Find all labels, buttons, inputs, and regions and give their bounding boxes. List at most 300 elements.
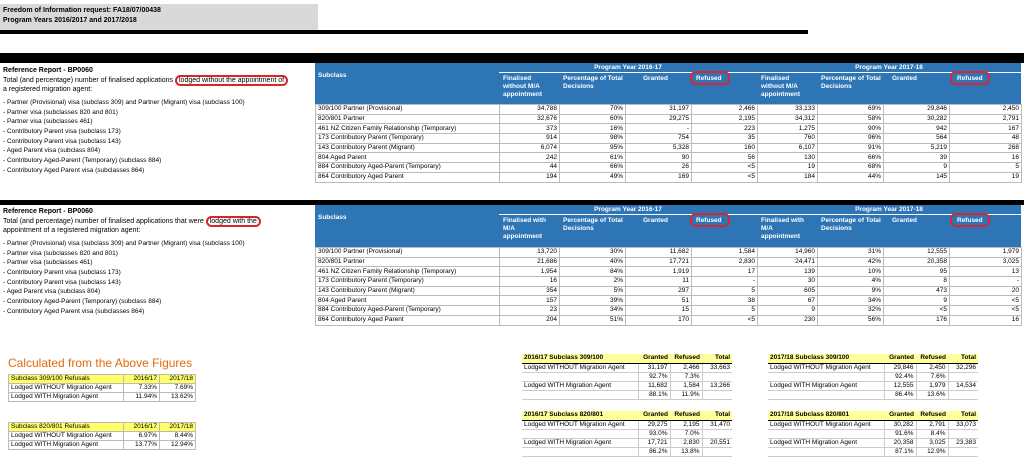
- value-cell: 95: [884, 267, 950, 277]
- foi-header: [0, 4, 318, 30]
- value-cell: 5: [950, 163, 1022, 173]
- report2-col-finalised-2: Finalised with M/A appointment: [761, 217, 804, 240]
- calc-label: Lodged WITH Migration Agent: [9, 441, 124, 450]
- summary-header-cell: Total: [948, 354, 978, 363]
- report2-col-finalised-1: Finalised with M/A appointment: [503, 217, 546, 240]
- report1-header: [315, 63, 1021, 104]
- value-cell: 145: [884, 172, 950, 182]
- summary-header-cell: Granted: [638, 411, 670, 420]
- value-cell: 760: [758, 134, 818, 144]
- value-cell: 223: [692, 124, 758, 134]
- value-cell: 98%: [560, 134, 626, 144]
- summary-value: 20,551: [702, 438, 732, 447]
- value-cell: 91%: [818, 143, 884, 153]
- value-cell: 11,682: [626, 248, 692, 258]
- summary-2016-820: [522, 411, 732, 457]
- value-cell: 3,025: [950, 257, 1022, 267]
- value-cell: 12,555: [884, 248, 950, 258]
- value-cell: 1,919: [626, 267, 692, 277]
- summary-header-cell: Total: [702, 354, 732, 363]
- visa-list-item: - Contributory Parent visa (subclass 143): [3, 137, 121, 145]
- calc-label: Subclass 820/801 Refusals: [9, 423, 124, 432]
- value-cell: 16: [950, 315, 1022, 325]
- value-cell: 13: [950, 267, 1022, 277]
- value-cell: 32%: [818, 306, 884, 316]
- visa-list-item: - Partner visa (subclasses 461): [3, 259, 93, 267]
- value-cell: 157: [500, 296, 560, 306]
- summary-value: 7.6%: [916, 372, 948, 381]
- report1-desc-before: Total (and percentage) number of finalised applications: [3, 77, 175, 84]
- summary-value: 2,195: [670, 420, 702, 429]
- report1-col-pct-1: Percentage of Total Decisions: [563, 75, 623, 90]
- summary-header-cell: 2017/18 Subclass 820/801: [768, 411, 884, 420]
- summary-value: [948, 372, 978, 381]
- value-cell: 2,195: [692, 114, 758, 124]
- report2-header: [315, 205, 1021, 247]
- calc-row: [9, 432, 196, 441]
- report1-py2: Program Year 2017-18: [757, 63, 1021, 73]
- report2-refused-circle-2: [950, 213, 990, 227]
- value-cell: 39%: [560, 296, 626, 306]
- value-cell: 160: [692, 143, 758, 153]
- summary-value: 12,555: [884, 381, 916, 390]
- summary-value: 86.4%: [884, 390, 916, 399]
- summary-value: 23,383: [948, 438, 978, 447]
- value-cell: 1,584: [692, 248, 758, 258]
- calc-row: [9, 384, 196, 393]
- summary-value: 1,584: [670, 381, 702, 390]
- visa-list-item: - Partner visa (subclasses 820 and 801): [3, 108, 118, 116]
- value-cell: 20: [950, 286, 1022, 296]
- report2-col-granted-1: Granted: [643, 217, 668, 224]
- summary-value: 32,296: [948, 363, 978, 372]
- calc-label: Lodged WITHOUT Migration Agent: [9, 384, 124, 393]
- summary-row: [522, 372, 732, 381]
- summary-header-row: [768, 354, 978, 363]
- value-cell: 564: [884, 134, 950, 144]
- value-cell: 58%: [818, 114, 884, 124]
- summary-value: 12.9%: [916, 447, 948, 456]
- value-cell: 34%: [560, 306, 626, 316]
- value-cell: 4%: [818, 277, 884, 287]
- value-cell: 8: [884, 277, 950, 287]
- summary-label: [768, 390, 884, 399]
- summary-label: Lodged WITHOUT Migration Agent: [768, 420, 884, 429]
- value-cell: 29,275: [626, 114, 692, 124]
- calc-value: 2017/18: [160, 423, 196, 432]
- calc-value: 2016/17: [124, 423, 160, 432]
- value-cell: 61%: [560, 153, 626, 163]
- value-cell: 19: [758, 163, 818, 173]
- report1-table: [315, 104, 1022, 183]
- summary-value: 2,466: [670, 363, 702, 372]
- summary-label: Lodged WITHOUT Migration Agent: [522, 420, 638, 429]
- summary-value: 31,470: [702, 420, 732, 429]
- value-cell: 29,846: [884, 105, 950, 115]
- subclass-cell: 309/100 Partner (Provisional): [316, 105, 500, 115]
- report2-py2: Program Year 2017-18: [757, 205, 1021, 215]
- calc-table-309: [8, 374, 196, 402]
- calc-row: [9, 393, 196, 402]
- visa-list-item: - Partner visa (subclasses 820 and 801): [3, 249, 118, 257]
- value-cell: 31%: [818, 248, 884, 258]
- summary-header-cell: Granted: [884, 411, 916, 420]
- value-cell: <5: [692, 163, 758, 173]
- report1-title: Reference Report - BP0060: [3, 67, 93, 74]
- calc-value: 6.97%: [124, 432, 160, 441]
- subclass-cell: 173 Contributory Parent (Temporary): [316, 277, 500, 287]
- value-cell: 2,450: [950, 105, 1022, 115]
- value-cell: 10%: [818, 267, 884, 277]
- table-row: [316, 257, 1022, 267]
- summary-label: Lodged WITH Migration Agent: [768, 381, 884, 390]
- value-cell: 605: [758, 286, 818, 296]
- summary-2017-309: [768, 354, 978, 400]
- summary-value: 93.0%: [638, 429, 670, 438]
- summary-row: [522, 420, 732, 429]
- table-row: [316, 172, 1022, 182]
- summary-header-cell: Granted: [884, 354, 916, 363]
- value-cell: 30%: [560, 248, 626, 258]
- calc-value: 12.94%: [160, 441, 196, 450]
- subclass-cell: 864 Contributory Aged Parent: [316, 172, 500, 182]
- visa-list-item: - Contributory Parent visa (subclass 143): [3, 278, 121, 286]
- value-cell: 20,358: [884, 257, 950, 267]
- subclass-cell: 804 Aged Parent: [316, 296, 500, 306]
- value-cell: 176: [884, 315, 950, 325]
- summary-2017-820: [768, 411, 978, 457]
- value-cell: 169: [626, 172, 692, 182]
- value-cell: 9: [884, 163, 950, 173]
- summary-value: 33,073: [948, 420, 978, 429]
- value-cell: 67: [758, 296, 818, 306]
- report2-refused-circle-1: [690, 213, 730, 227]
- value-cell: 26: [626, 163, 692, 173]
- value-cell: 60%: [560, 114, 626, 124]
- report1-desc-after: a registered migration agent:: [3, 86, 93, 93]
- summary-label: [522, 372, 638, 381]
- value-cell: 9%: [818, 286, 884, 296]
- summary-header-cell: Refused: [916, 411, 948, 420]
- summary-row: [768, 429, 978, 438]
- value-cell: 473: [884, 286, 950, 296]
- value-cell: 48: [950, 134, 1022, 144]
- summary-label: Lodged WITHOUT Migration Agent: [522, 363, 638, 372]
- calc-value: 8.44%: [160, 432, 196, 441]
- summary-value: 29,275: [638, 420, 670, 429]
- summary-label: [768, 447, 884, 456]
- value-cell: 34,788: [500, 105, 560, 115]
- value-cell: 23: [500, 306, 560, 316]
- value-cell: 1,275: [758, 124, 818, 134]
- summary-row: [768, 447, 978, 456]
- value-cell: 30: [758, 277, 818, 287]
- value-cell: 2%: [560, 277, 626, 287]
- value-cell: 42%: [818, 257, 884, 267]
- report1-py1: Program Year 2016-17: [499, 63, 757, 73]
- value-cell: 754: [626, 134, 692, 144]
- value-cell: 184: [758, 172, 818, 182]
- report1-description: [0, 65, 315, 176]
- value-cell: 14,960: [758, 248, 818, 258]
- report1-refused-circle-1: [690, 71, 730, 85]
- summary-row: [768, 381, 978, 390]
- report1-col-finalised-1: Finalised without M/A appointment: [503, 75, 542, 98]
- summary-label: Lodged WITH Migration Agent: [522, 381, 638, 390]
- visa-list-item: - Contributory Aged Parent visa (subclasses 864): [3, 307, 145, 315]
- value-cell: <5: [950, 306, 1022, 316]
- value-cell: 942: [884, 124, 950, 134]
- report1-col-refused-1: Refused: [696, 75, 722, 82]
- summary-value: 17,721: [638, 438, 670, 447]
- summary-row: [522, 363, 732, 372]
- value-cell: 11: [626, 277, 692, 287]
- subclass-cell: 173 Contributory Parent (Temporary): [316, 134, 500, 144]
- table-row: [316, 124, 1022, 134]
- value-cell: 5: [692, 306, 758, 316]
- summary-value: 2,830: [670, 438, 702, 447]
- value-cell: 90%: [818, 124, 884, 134]
- summary-row: [522, 447, 732, 456]
- table-row: [316, 296, 1022, 306]
- summary-value: [702, 372, 732, 381]
- value-cell: 6,074: [500, 143, 560, 153]
- summary-row: [522, 381, 732, 390]
- summary-label: Lodged WITH Migration Agent: [522, 438, 638, 447]
- subclass-cell: 309/100 Partner (Provisional): [316, 248, 500, 258]
- report2-col-pct-2: Percentage of Total Decisions: [821, 217, 881, 232]
- visa-list-item: - Aged Parent visa (subclass 804): [3, 288, 101, 296]
- subclass-cell: 143 Contributory Parent (Migrant): [316, 143, 500, 153]
- value-cell: 24,471: [758, 257, 818, 267]
- visa-list-item: - Partner (Provisional) visa (subclass 309) and Partner (Migrant) visa (subclass 100): [3, 240, 245, 247]
- summary-value: [948, 447, 978, 456]
- summary-row: [522, 438, 732, 447]
- calc-value: 2017/18: [160, 375, 196, 384]
- summary-header-row: [522, 354, 732, 363]
- summary-2016-309: [522, 354, 732, 400]
- calc-label: Lodged WITHOUT Migration Agent: [9, 432, 124, 441]
- table-row: [316, 114, 1022, 124]
- summary-row: [522, 429, 732, 438]
- value-cell: 170: [626, 315, 692, 325]
- value-cell: -: [626, 124, 692, 134]
- summary-value: 91.6%: [884, 429, 916, 438]
- value-cell: 5,219: [884, 143, 950, 153]
- table-row: [316, 248, 1022, 258]
- summary-value: 29,846: [884, 363, 916, 372]
- value-cell: 15: [626, 306, 692, 316]
- report2-desc-after: appointment of a registered migration agent:: [3, 227, 141, 234]
- value-cell: 70%: [560, 105, 626, 115]
- summary-label: [522, 429, 638, 438]
- report1-col-refused-2: Refused: [957, 75, 983, 82]
- value-cell: <5: [692, 315, 758, 325]
- summary-header-cell: Refused: [670, 354, 702, 363]
- value-cell: <5: [884, 306, 950, 316]
- subclass-cell: 461 NZ Citizen Family Relationship (Temporary): [316, 124, 500, 134]
- summary-value: 92.7%: [638, 372, 670, 381]
- table-row: [316, 163, 1022, 173]
- summary-value: [702, 390, 732, 399]
- summary-value: 8.4%: [916, 429, 948, 438]
- visa-list-item: - Partner (Provisional) visa (subclass 309) and Partner (Migrant) visa (subclass 100): [3, 99, 245, 106]
- value-cell: 16%: [560, 124, 626, 134]
- value-cell: <5: [692, 172, 758, 182]
- value-cell: 9: [884, 296, 950, 306]
- summary-header-cell: 2017/18 Subclass 309/100: [768, 354, 884, 363]
- value-cell: 354: [500, 286, 560, 296]
- value-cell: 242: [500, 153, 560, 163]
- value-cell: 2,791: [950, 114, 1022, 124]
- value-cell: <5: [950, 296, 1022, 306]
- report2-desc-circled: lodged with the: [206, 216, 261, 227]
- summary-value: [702, 429, 732, 438]
- summary-value: 13.6%: [916, 390, 948, 399]
- calc-value: 2016/17: [124, 375, 160, 384]
- visa-list-item: - Contributory Parent visa (subclass 173): [3, 269, 121, 277]
- summary-value: 2,450: [916, 363, 948, 372]
- subclass-cell: 884 Contributory Aged-Parent (Temporary): [316, 306, 500, 316]
- foi-request-text: Freedom of Information request: FA18/07/00438: [3, 7, 161, 14]
- visa-list-item: - Contributory Aged-Parent (Temporary) (subclass 884): [3, 157, 162, 165]
- summary-label: [768, 372, 884, 381]
- calc-value: 13.62%: [160, 393, 196, 402]
- calc-row: [9, 441, 196, 450]
- summary-header-cell: 2016/17 Subclass 820/801: [522, 411, 638, 420]
- value-cell: 68%: [818, 163, 884, 173]
- value-cell: 96%: [818, 134, 884, 144]
- summary-value: 33,663: [702, 363, 732, 372]
- value-cell: 33,133: [758, 105, 818, 115]
- value-cell: 5,328: [626, 143, 692, 153]
- value-cell: 9: [758, 306, 818, 316]
- summary-value: 20,358: [884, 438, 916, 447]
- value-cell: 130: [758, 153, 818, 163]
- report1-col-subclass: Subclass: [318, 72, 347, 79]
- summary-value: [948, 429, 978, 438]
- visa-list-item: - Contributory Aged-Parent (Temporary) (subclass 884): [3, 298, 162, 306]
- summary-header-row: [768, 411, 978, 420]
- value-cell: 40%: [560, 257, 626, 267]
- summary-row: [768, 390, 978, 399]
- report2-desc-before: Total (and percentage) number of finalised applications that were: [3, 218, 206, 225]
- table-row: [316, 286, 1022, 296]
- calc-label: Subclass 309/100 Refusals: [9, 375, 124, 384]
- value-cell: 167: [950, 124, 1022, 134]
- report2-col-subclass: Subclass: [318, 214, 347, 221]
- subclass-cell: 461 NZ Citizen Family Relationship (Temporary): [316, 267, 500, 277]
- value-cell: 95%: [560, 143, 626, 153]
- summary-row: [522, 390, 732, 399]
- report1-col-pct-2: Percentage of Total Decisions: [821, 75, 881, 90]
- value-cell: 38: [692, 296, 758, 306]
- summary-header-cell: 2016/17 Subclass 309/100: [522, 354, 638, 363]
- summary-value: 30,282: [884, 420, 916, 429]
- report2-description: [0, 206, 315, 317]
- value-cell: 13,720: [500, 248, 560, 258]
- top-divider: [0, 30, 808, 34]
- value-cell: 90: [626, 153, 692, 163]
- report2-col-refused-1: Refused: [696, 217, 722, 224]
- summary-header-cell: Refused: [916, 354, 948, 363]
- summary-value: [702, 447, 732, 456]
- value-cell: 17,721: [626, 257, 692, 267]
- value-cell: 19: [950, 172, 1022, 182]
- report1-visa-list: [0, 98, 315, 176]
- value-cell: 5%: [560, 286, 626, 296]
- report2-col-refused-2: Refused: [957, 217, 983, 224]
- value-cell: 44: [500, 163, 560, 173]
- value-cell: 2,830: [692, 257, 758, 267]
- report1-col-finalised-2: Finalised without M/A appointment: [761, 75, 800, 98]
- summary-header-cell: Refused: [670, 411, 702, 420]
- summary-value: 31,197: [638, 363, 670, 372]
- subclass-cell: 143 Contributory Parent (Migrant): [316, 286, 500, 296]
- calc-row: [9, 375, 196, 384]
- value-cell: 66%: [818, 153, 884, 163]
- value-cell: 84%: [560, 267, 626, 277]
- value-cell: -: [692, 277, 758, 287]
- summary-label: [522, 390, 638, 399]
- value-cell: 914: [500, 134, 560, 144]
- summary-row: [768, 438, 978, 447]
- summary-label: Lodged WITHOUT Migration Agent: [768, 363, 884, 372]
- summary-value: 13,266: [702, 381, 732, 390]
- summary-header-cell: Granted: [638, 354, 670, 363]
- report1-refused-circle-2: [950, 71, 990, 85]
- visa-list-item: - Contributory Parent visa (subclass 173): [3, 128, 121, 136]
- calc-value: 7.69%: [160, 384, 196, 393]
- summary-value: 11.9%: [670, 390, 702, 399]
- summary-label: [522, 447, 638, 456]
- value-cell: 6,107: [758, 143, 818, 153]
- summary-header-cell: Total: [948, 411, 978, 420]
- value-cell: 34,312: [758, 114, 818, 124]
- calc-label: Lodged WITH Migration Agent: [9, 393, 124, 402]
- calc-row: [9, 423, 196, 432]
- table-row: [316, 306, 1022, 316]
- value-cell: 373: [500, 124, 560, 134]
- report1-top-bar: [0, 53, 1024, 63]
- summary-label: Lodged WITH Migration Agent: [768, 438, 884, 447]
- value-cell: 16: [950, 153, 1022, 163]
- calc-value: 13.77%: [124, 441, 160, 450]
- value-cell: 16: [500, 277, 560, 287]
- value-cell: 139: [758, 267, 818, 277]
- table-row: [316, 143, 1022, 153]
- summary-value: 88.1%: [638, 390, 670, 399]
- summary-value: 1,979: [916, 381, 948, 390]
- visa-list-item: - Partner visa (subclasses 461): [3, 118, 93, 126]
- value-cell: 56: [692, 153, 758, 163]
- value-cell: 44%: [818, 172, 884, 182]
- table-row: [316, 153, 1022, 163]
- summary-value: 92.4%: [884, 372, 916, 381]
- value-cell: 17: [692, 267, 758, 277]
- value-cell: 32,676: [500, 114, 560, 124]
- calc-title: Calculated from the Above Figures: [8, 356, 193, 370]
- report1-col-granted-1: Granted: [643, 75, 668, 82]
- report1-desc: [0, 76, 315, 98]
- summary-label: [768, 429, 884, 438]
- table-row: [316, 134, 1022, 144]
- value-cell: 69%: [818, 105, 884, 115]
- calc-table-820: [8, 422, 196, 450]
- value-cell: 49%: [560, 172, 626, 182]
- visa-list-item: - Contributory Aged Parent visa (subclasses 864): [3, 166, 145, 174]
- value-cell: 31,197: [626, 105, 692, 115]
